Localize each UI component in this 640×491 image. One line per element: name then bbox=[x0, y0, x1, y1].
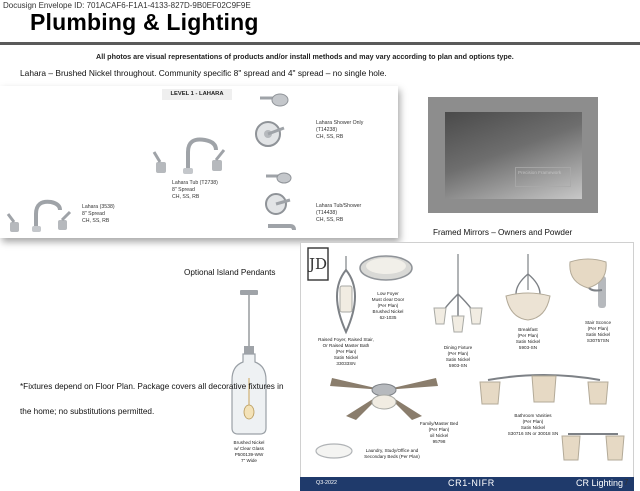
lahara-tub-spec: 8" Spread bbox=[172, 187, 195, 193]
pendant-label-line-1: Brushed Nickel bbox=[233, 440, 265, 445]
breakfast-line-1: Breakfast bbox=[518, 327, 538, 332]
lahara-shower-only-name: Lahara Shower Only bbox=[316, 120, 364, 126]
laundry-flush-mount-image bbox=[314, 442, 354, 460]
dining-line-4: 5903-SN bbox=[448, 363, 468, 368]
dining-line-2: (Per Plan) bbox=[447, 351, 469, 356]
family-master-line-4: 95798 bbox=[432, 439, 446, 444]
footer-section-label: CR Lighting bbox=[576, 478, 624, 488]
breakfast-line-2: (Per Plan) bbox=[517, 333, 539, 338]
lantern-fixture-image bbox=[326, 256, 366, 336]
lahara-tub-name: Lahara Tub (T2738) bbox=[172, 180, 218, 186]
svg-text:JD: JD bbox=[308, 255, 328, 273]
mirror-brand-logo: Precision Framework bbox=[515, 167, 571, 187]
lahara-tub-shower-image bbox=[256, 168, 306, 236]
low-foyer-line-1: Low Foyer bbox=[377, 291, 399, 296]
pendant-label bbox=[222, 440, 276, 464]
family-master-line-3: oil Nickel bbox=[429, 433, 449, 438]
bathroom-vanities-label bbox=[502, 413, 564, 437]
breakfast-line-4: 5903-SN bbox=[518, 345, 538, 350]
lahara-sink-faucet-image bbox=[6, 196, 76, 236]
page-number: 7 bbox=[624, 478, 629, 487]
breakfast-pendant-image bbox=[502, 254, 554, 326]
pendant-label-line-4: 7" Wide bbox=[241, 458, 257, 463]
lahara-sink-spec: 8" Spread bbox=[82, 211, 105, 217]
fixtures-note: *Fixtures depend on Floor Plan. Package covers all decorative fixtures in the home; no substitutions permitted. bbox=[20, 382, 284, 416]
lahara-sink-name: Lahara (3538) bbox=[82, 204, 115, 210]
breakfast-label bbox=[504, 327, 552, 351]
stair-sconce-line-4: S30757SN bbox=[586, 338, 610, 343]
raised-foyer-line-4: Satin Nickel bbox=[333, 355, 359, 360]
lahara-tub-faucet-image bbox=[150, 132, 230, 177]
lahara-shower-only-info bbox=[316, 120, 363, 141]
stair-sconce-line-3: Satin Nickel bbox=[585, 332, 611, 337]
lahara-shower-only-spec: (T14238) bbox=[316, 127, 338, 133]
dining-line-3: Satin Nickel bbox=[445, 357, 471, 362]
laundry-line-1: Laundry, Study/Office and bbox=[365, 448, 419, 453]
family-master-label bbox=[414, 421, 464, 445]
footer-date: Q3-2022 bbox=[316, 480, 337, 486]
pendant-caption: Optional Island Pendants bbox=[184, 268, 276, 277]
raised-foyer-line-2: Or Raised Master Bath bbox=[322, 343, 370, 348]
stair-sconce-label bbox=[574, 320, 622, 344]
low-foyer-label bbox=[360, 291, 416, 321]
ceiling-fan-image bbox=[326, 366, 442, 422]
raised-foyer-line-5: 33033SN bbox=[336, 361, 356, 366]
family-master-line-2: (Per Plan) bbox=[428, 427, 450, 432]
mirror-caption: Framed Mirrors – Owners and Powder bbox=[433, 228, 573, 237]
envelope-id: Docusign Envelope ID: 701ACAF6-F1A1-4133-827D-9B0EF02C9F9E bbox=[3, 1, 251, 10]
pendant-label-line-3: P500139-WW bbox=[234, 452, 264, 457]
vanities-line-3: Satin Nickel bbox=[520, 425, 546, 430]
lahara-sink-info bbox=[82, 204, 115, 225]
page-title: Plumbing & Lighting bbox=[30, 9, 259, 35]
pendant-label-line-2: w/ Clear Glass bbox=[234, 446, 264, 451]
stair-sconce-image bbox=[564, 256, 616, 312]
flush-mount-fixture-image bbox=[358, 250, 414, 282]
family-master-line-1: Family/Master Bed bbox=[419, 421, 459, 426]
title-divider bbox=[0, 42, 640, 45]
vanities-line-4: S30716 SN or 30018 SN bbox=[507, 431, 559, 436]
breakfast-line-3: Satin Nickel bbox=[515, 339, 541, 344]
raised-foyer-line-3: (Per Plan) bbox=[335, 349, 357, 354]
lahara-tub-shower-spec: (T14438) bbox=[316, 210, 338, 216]
vanity-three-light-image bbox=[478, 370, 610, 410]
low-foyer-line-2: Must clear Door bbox=[371, 297, 405, 302]
stair-sconce-line-2: (Per Plan) bbox=[587, 326, 609, 331]
lahara-tub-shower-name: Lahara Tub/Shower bbox=[316, 203, 362, 209]
lahara-note: Lahara – Brushed Nickel throughout. Community specific 8" spread and 4" spread – no single hole. bbox=[20, 68, 387, 78]
vanities-line-1: Bathroom Vanities bbox=[514, 413, 552, 418]
dining-line-1: Dining Fixture bbox=[443, 345, 473, 350]
lahara-tub-info bbox=[172, 180, 218, 201]
disclaimer-text: All photos are visual representations of products and/or install methods and may vary according to plan and options type. bbox=[96, 52, 514, 61]
low-foyer-line-3: (Per Plan) bbox=[377, 303, 399, 308]
low-foyer-line-4: Brushed Nickel bbox=[372, 309, 404, 314]
vanities-line-2: (Per Plan) bbox=[522, 419, 544, 424]
laundry-label bbox=[352, 448, 432, 460]
lahara-sink-finish: CH, SS, RB bbox=[82, 218, 110, 224]
low-foyer-line-5: 62-1035 bbox=[379, 315, 397, 320]
raised-foyer-label bbox=[312, 337, 380, 367]
lahara-tub-shower-finish: CH, SS, RB bbox=[316, 217, 344, 223]
lahara-shower-only-finish: CH, SS, RB bbox=[316, 134, 344, 140]
laundry-line-2: Secondary Beds (Per Plan) bbox=[364, 454, 420, 459]
raised-foyer-line-1: Raised Foyer, Raised Stair, bbox=[318, 337, 374, 342]
level-label: LEVEL 1 - LAHARA bbox=[162, 89, 232, 100]
stair-sconce-line-1: Stair Sconce bbox=[584, 320, 612, 325]
lahara-shower-only-image bbox=[250, 90, 300, 155]
dining-chandelier-image bbox=[430, 254, 486, 344]
lahara-tub-shower-info bbox=[316, 203, 361, 224]
vanity-two-light-image bbox=[560, 426, 626, 466]
lahara-tub-finish: CH, SS, RB bbox=[172, 194, 200, 200]
footer-code: CR1-NIFR bbox=[448, 478, 495, 488]
